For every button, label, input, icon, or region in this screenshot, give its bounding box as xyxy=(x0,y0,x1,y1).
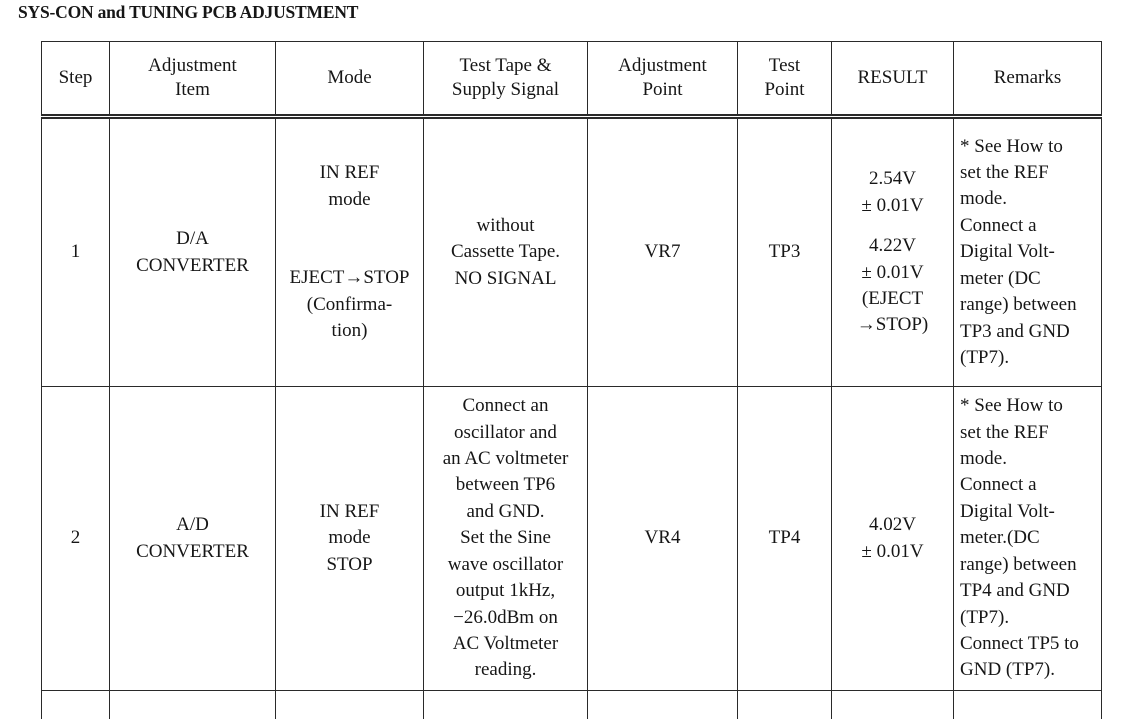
mode-ref: IN REF mode xyxy=(282,160,417,213)
mode-cell: IN REF mode STOP xyxy=(276,387,424,691)
result-cell xyxy=(832,117,954,387)
mode-cell xyxy=(276,117,424,387)
header-adjustment-point: Adjustment Point xyxy=(588,42,738,117)
test-point-cell: TP3 xyxy=(738,117,832,387)
step-cell: 2 xyxy=(42,387,110,691)
remarks-cell: * See How to set the REF mode. Connect a Digital Volt- meter (DC range) between TP3 and GND (TP7). xyxy=(954,117,1102,387)
header-test-point: Test Point xyxy=(738,42,832,117)
page-title: SYS-CON and TUNING PCB ADJUSTMENT xyxy=(18,0,718,24)
adjustment-point-cell: VR7 xyxy=(588,117,738,387)
table-row-cutoff xyxy=(42,691,1102,719)
adjustment-item-cell: D/A CONVERTER xyxy=(110,117,276,387)
header-remarks: Remarks xyxy=(954,42,1102,117)
header-row xyxy=(42,42,1102,117)
result-ref: 2.54V ± 0.01V xyxy=(838,166,947,219)
header-adjustment-item: Adjustment Item xyxy=(110,42,276,117)
result-eject-stop: 4.22V ± 0.01V (EJECT →STOP) xyxy=(838,233,947,339)
header-test-tape: Test Tape & Supply Signal xyxy=(424,42,588,117)
remarks-cell: * See How to set the REF mode. Connect a Digital Volt- meter.(DC range) between TP4 and GND (TP7). Connect TP5 to GND (TP7). xyxy=(954,387,1102,691)
result-cell: 4.02V ± 0.01V xyxy=(832,387,954,691)
header-step: Step xyxy=(42,42,110,117)
header-result: RESULT xyxy=(832,42,954,117)
adjustment-point-cell: VR4 xyxy=(588,387,738,691)
table-row xyxy=(42,387,1102,691)
adjustment-table xyxy=(41,41,1102,719)
step-cell: 1 xyxy=(42,117,110,387)
table-row xyxy=(42,117,1102,387)
test-tape-cell: Connect an oscillator and an AC voltmeter between TP6 and GND. Set the Sine wave oscillator output 1kHz, −26.0dBm on AC Voltmeter reading. xyxy=(424,387,588,691)
header-mode: Mode xyxy=(276,42,424,117)
adjustment-item-cell: A/D CONVERTER xyxy=(110,387,276,691)
mode-eject-stop: EJECT→STOP (Confirma- tion) xyxy=(282,265,417,344)
test-tape-cell: without Cassette Tape. NO SIGNAL xyxy=(424,117,588,387)
test-point-cell: TP4 xyxy=(738,387,832,691)
